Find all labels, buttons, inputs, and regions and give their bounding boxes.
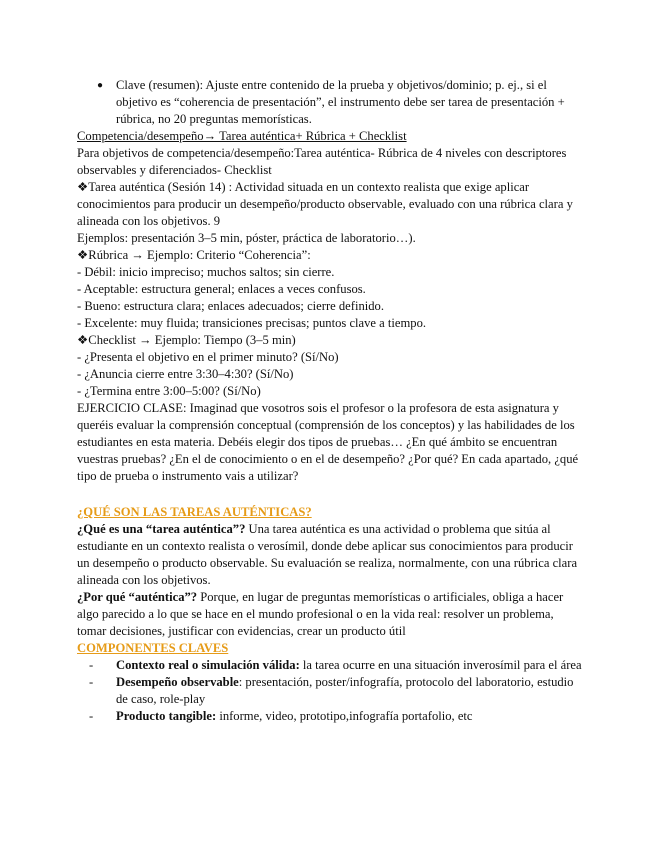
- por-que-paragraph: [77, 589, 582, 640]
- checklist-line: ❖Checklist → Ejemplo: Tiempo (3–5 min): [77, 333, 296, 347]
- por-que-text: Porque, en lugar de preguntas memorísticas o artificiales, obliga a hacer algo parecido a lo que se hace en el mundo profesional o en la vida real: resolver un problema, tomar decisiones, justificar con evidencias, crear un producto útil: [77, 590, 564, 638]
- component-text: : presentación, poster/infografía, protocolo del laboratorio, estudio de caso, role-play: [116, 675, 574, 706]
- que-es-label: ¿Qué es una “tarea auténtica”?: [77, 522, 246, 536]
- tarea-autentica-paragraph: ❖Tarea auténtica (Sesión 14) : Actividad situada en un contexto realista que exige aplicar conocimientos para producir un desempeño/producto observable, evaluado con una rúbrica clara y alineada con los objetivos. 9: [77, 180, 573, 228]
- component-label: Contexto real o simulación válida:: [116, 658, 300, 672]
- component-text: la tarea ocurre en una situación inverosímil para el área: [299, 658, 582, 672]
- que-es-text: Una tarea auténtica es una actividad o problema que sitúa al estudiante en un contexto realista o verosímil, donde debe aplicar sus conocimientos para producir un desempeño o producto observable. Su evaluación se realiza, normalmente, con una rúbrica clara alineada con los objetivos.: [77, 522, 578, 587]
- rubric-level: - Aceptable: estructura general; enlaces a veces confusos.: [77, 282, 366, 296]
- rubrica-line: ❖Rúbrica → Ejemplo: Criterio “Coherencia”:: [77, 248, 311, 262]
- component-label: Desempeño observable: [116, 675, 239, 689]
- competencia-line: Para objetivos de competencia/desempeño:Tarea auténtica- Rúbrica de 4 niveles con descriptores observables y diferenciados- Checklist: [77, 146, 567, 177]
- document-page: [77, 77, 582, 725]
- checklist-item: - ¿Presenta el objetivo en el primer minuto? (Sí/No): [77, 350, 339, 364]
- summary-bullet: [77, 77, 582, 128]
- rubric-level: - Bueno: estructura clara; enlaces adecuados; cierre definido.: [77, 299, 384, 313]
- section-heading-competencia: Competencia/desempeño→ Tarea auténtica+ Rúbrica + Checklist: [77, 129, 407, 143]
- rubric-level: - Excelente: muy fluida; transiciones precisas; puntos clave a tiempo.: [77, 316, 427, 330]
- dash-marker: -: [89, 675, 94, 689]
- summary-text: Clave (resumen): Ajuste entre contenido de la prueba y objetivos/dominio; p. ej., si el objetivo es “coherencia de presentación”, el instrumento debe ser tarea de presentación + rúbrica, no 20 preguntas memorísticas.: [116, 78, 565, 126]
- por-que-label: ¿Por qué “auténtica”?: [77, 590, 198, 604]
- rubric-level: - Débil: inicio impreciso; muchos saltos; sin cierre.: [77, 265, 335, 279]
- component-label: Producto tangible:: [116, 709, 217, 723]
- checklist-item: - ¿Anuncia cierre entre 3:30–4:30? (Sí/No): [77, 367, 294, 381]
- section-heading-tareas: ¿QUÉ SON LAS TAREAS AUTÉNTICAS?: [77, 505, 312, 519]
- component-text: informe, video, prototipo,infografía portafolio, etc: [216, 709, 473, 723]
- bullet-marker: ●: [97, 80, 104, 91]
- dash-marker: -: [89, 709, 94, 723]
- que-es-paragraph: [77, 521, 582, 589]
- component-item: [77, 657, 582, 674]
- components-heading: COMPONENTES CLAVES: [77, 641, 229, 655]
- component-item: [77, 674, 582, 708]
- exercise-paragraph: EJERCICIO CLASE: Imaginad que vosotros sois el profesor o la profesora de esta asignatura y queréis evaluar la comprensión conceptual (comprensión de los conceptos) y las habilidades de los estudiantes en esta materia. Debéis elegir dos tipos de pruebas… ¿En qué ámbito se encuentran vuestras pruebas? ¿En el de conocimiento o en el de desempeño? ¿Por qué? En cada apartado, ¿qué tipo de prueba o instrumento vais a utilizar?: [77, 401, 579, 483]
- component-item: [77, 708, 582, 725]
- checklist-item: - ¿Termina entre 3:00–5:00? (Sí/No): [77, 384, 261, 398]
- ejemplos-line: Ejemplos: presentación 3–5 min, póster, práctica de laboratorio…).: [77, 231, 416, 245]
- dash-marker: -: [89, 658, 94, 672]
